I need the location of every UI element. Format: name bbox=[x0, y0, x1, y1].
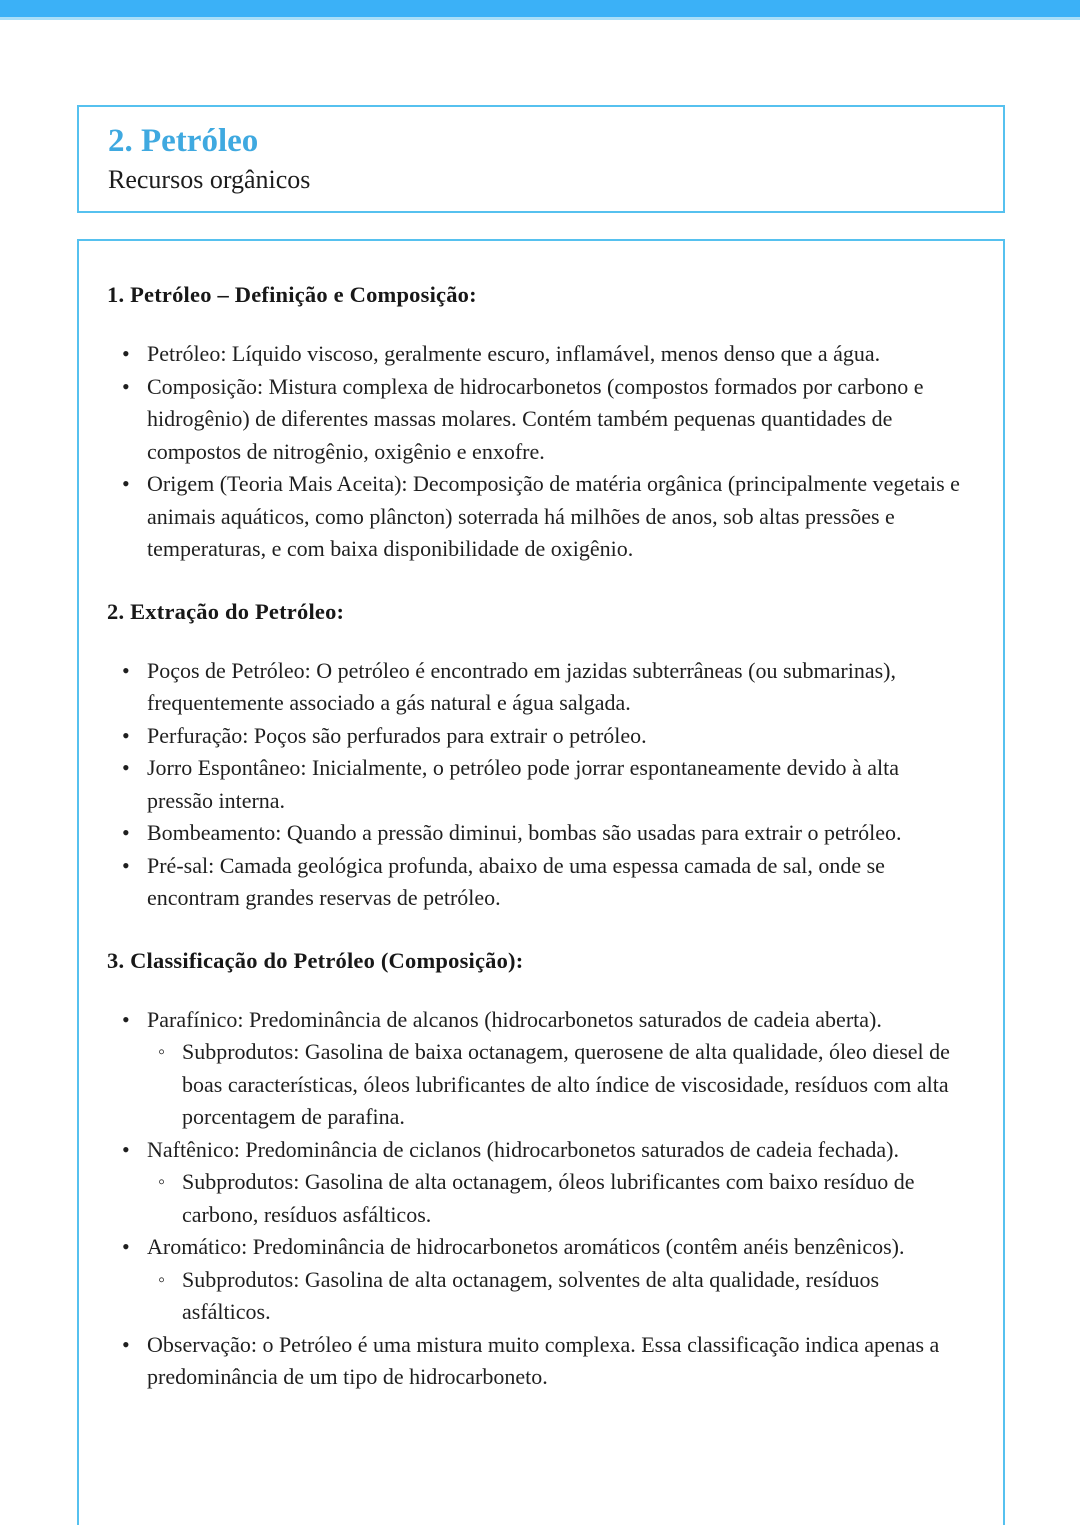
bullet-item: • Naftênico: Predominância de ciclanos (hidrocarbonetos saturados de cadeia fechada). bbox=[107, 1134, 965, 1167]
header-card bbox=[77, 105, 1005, 213]
content-card bbox=[77, 239, 1005, 1525]
section bbox=[107, 948, 965, 1394]
bullet-item: • Composição: Mistura complexa de hidrocarbonetos (compostos formados por carbono e hidrogênio) de diferentes massas molares. Contém também pequenas quantidades de compostos de nitrogênio, oxigênio e enxofre. bbox=[107, 371, 965, 469]
section bbox=[107, 599, 965, 915]
sub-bullet-item: ◦ Subprodutos: Gasolina de baixa octanagem, querosene de alta qualidade, óleo diesel de boas características, óleos lubrificantes de alto índice de viscosidade, resíduos com alta porcentagem de parafina. bbox=[107, 1036, 965, 1134]
page-title: 2. Petróleo bbox=[108, 123, 259, 159]
bullet-item: • Bombeamento: Quando a pressão diminui, bombas são usadas para extrair o petróleo. bbox=[107, 817, 965, 850]
sub-bullet-item: ◦ Subprodutos: Gasolina de alta octanagem, solventes de alta qualidade, resíduos asfálticos. bbox=[107, 1264, 965, 1329]
bullet-item: • Poços de Petróleo: O petróleo é encontrado em jazidas subterrâneas (ou submarinas), frequentemente associado a gás natural e água salgada. bbox=[107, 655, 965, 720]
page-subtitle: Recursos orgânicos bbox=[108, 165, 311, 194]
bullet-item: • Observação: o Petróleo é uma mistura muito complexa. Essa classificação indica apenas a predominância de um tipo de hidrocarboneto. bbox=[107, 1329, 965, 1394]
sub-bullet-item: ◦ Subprodutos: Gasolina de alta octanagem, óleos lubrificantes com baixo resíduo de carbono, resíduos asfálticos. bbox=[107, 1166, 965, 1231]
section-heading: 2. Extração do Petróleo: bbox=[107, 598, 345, 624]
bullet-item: • Origem (Teoria Mais Aceita): Decomposição de matéria orgânica (principalmente vegetais e animais aquáticos, como plâncton) soterrada há milhões de anos, sob altas pressões e temperaturas, e com baixa disponibilidade de oxigênio. bbox=[107, 468, 965, 566]
bullet-list bbox=[107, 1004, 965, 1394]
bullet-item: • Perfuração: Poços são perfurados para extrair o petróleo. bbox=[107, 720, 965, 753]
section-heading: 3. Classificação do Petróleo (Composição): bbox=[107, 947, 524, 973]
bullet-item: • Aromático: Predominância de hidrocarbonetos aromáticos (contêm anéis benzênicos). bbox=[107, 1231, 965, 1264]
bullet-list bbox=[107, 655, 965, 915]
bullet-item: • Jorro Espontâneo: Inicialmente, o petróleo pode jorrar espontaneamente devido à alta pressão interna. bbox=[107, 752, 965, 817]
bullet-item: • Pré-sal: Camada geológica profunda, abaixo de uma espessa camada de sal, onde se encontram grandes reservas de petróleo. bbox=[107, 850, 965, 915]
bullet-list bbox=[107, 338, 965, 566]
sections-container bbox=[107, 282, 965, 1394]
bullet-item: • Parafínico: Predominância de alcanos (hidrocarbonetos saturados de cadeia aberta). bbox=[107, 1004, 965, 1037]
section bbox=[107, 282, 965, 566]
top-accent-bar bbox=[0, 0, 1080, 20]
bullet-item: • Petróleo: Líquido viscoso, geralmente escuro, inflamável, menos denso que a água. bbox=[107, 338, 965, 371]
section-heading: 1. Petróleo – Definição e Composição: bbox=[107, 282, 477, 307]
